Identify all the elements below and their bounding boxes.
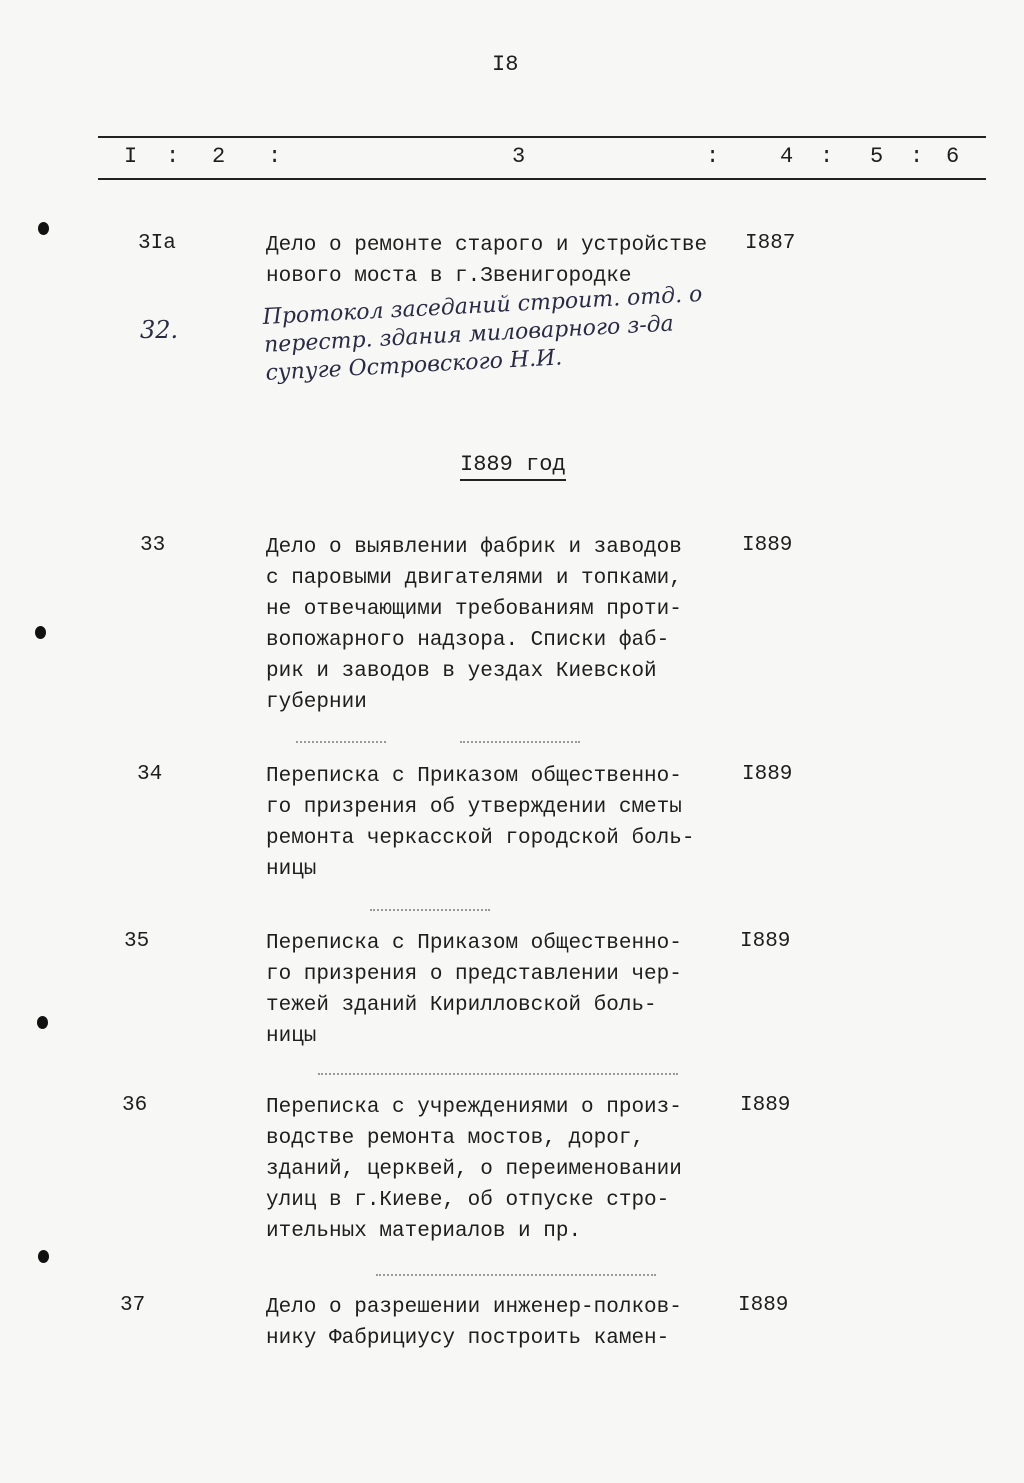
handwritten-entry-description: Протокол заседаний строит. отд. о перестр. здания миловарного з-да супуге Островского Н.И. <box>262 281 703 386</box>
header-col-5: 5 <box>870 144 884 169</box>
header-separator: : <box>268 144 282 169</box>
entry-description: Переписка с Приказом общественно- го призрения об утверждении сметы ремонта черкасской городской боль- ницы <box>266 765 695 881</box>
entry-number: 33 <box>140 534 166 557</box>
binder-punch-hole <box>38 1250 49 1263</box>
scan-speck <box>296 741 386 744</box>
entry-year: I889 <box>740 1094 791 1117</box>
header-col-4: 4 <box>780 144 794 169</box>
header-col-2: 2 <box>212 144 226 169</box>
section-heading-year: I889 год <box>460 452 566 481</box>
header-col-1: I <box>124 144 138 169</box>
entry-year: I889 <box>738 1294 789 1317</box>
entry-description: Переписка с учреждениями о произ- водстве ремонта мостов, дорог, зданий, церквей, о переименовании улиц в г.Киеве, об отпуске стро- ительных материалов и пр. <box>266 1096 682 1243</box>
entry-description: Дело о разрешении инженер-полков- нику Фабрициусу построить камен- <box>266 1296 682 1350</box>
header-separator: : <box>166 144 180 169</box>
table-header-row <box>0 144 1024 172</box>
entry-number: 36 <box>122 1094 148 1117</box>
entry-number: 37 <box>120 1294 146 1317</box>
entry-year: I889 <box>740 930 791 953</box>
header-separator: : <box>820 144 834 169</box>
header-col-6: 6 <box>946 144 960 169</box>
entry-description: Дело о выявлении фабрик и заводов с паровыми двигателями и топками, не отвечающими требованиям проти- вопожарного надзора. Списки фаб- рик и заводов в уездах Киевской губернии <box>266 536 682 714</box>
binder-punch-hole <box>37 1016 48 1029</box>
scan-speck <box>318 1073 678 1076</box>
binder-punch-hole <box>38 222 49 235</box>
page-number: I8 <box>492 52 519 77</box>
scan-speck <box>370 909 490 912</box>
header-separator: : <box>910 144 924 169</box>
entry-description: Переписка с Приказом общественно- го призрения о представлении чер- тежей зданий Кирилловской боль- ницы <box>266 932 682 1048</box>
handwritten-entry-number: 32. <box>140 316 179 344</box>
scan-speck <box>376 1274 656 1277</box>
scan-speck <box>460 741 580 744</box>
entry-number: 3Iа <box>138 232 176 255</box>
binder-punch-hole <box>35 626 46 639</box>
entry-year: I889 <box>742 763 793 786</box>
entry-year: I887 <box>745 232 796 255</box>
header-col-3: 3 <box>512 144 526 169</box>
entry-description: Дело о ремонте старого и устройстве нового моста в г.Звенигородке <box>266 234 708 288</box>
entry-number: 35 <box>124 930 150 953</box>
header-separator: : <box>706 144 720 169</box>
table-header-top-rule <box>98 136 986 138</box>
table-header-bottom-rule <box>98 178 986 180</box>
entry-year: I889 <box>742 534 793 557</box>
entry-number: 34 <box>137 763 163 786</box>
